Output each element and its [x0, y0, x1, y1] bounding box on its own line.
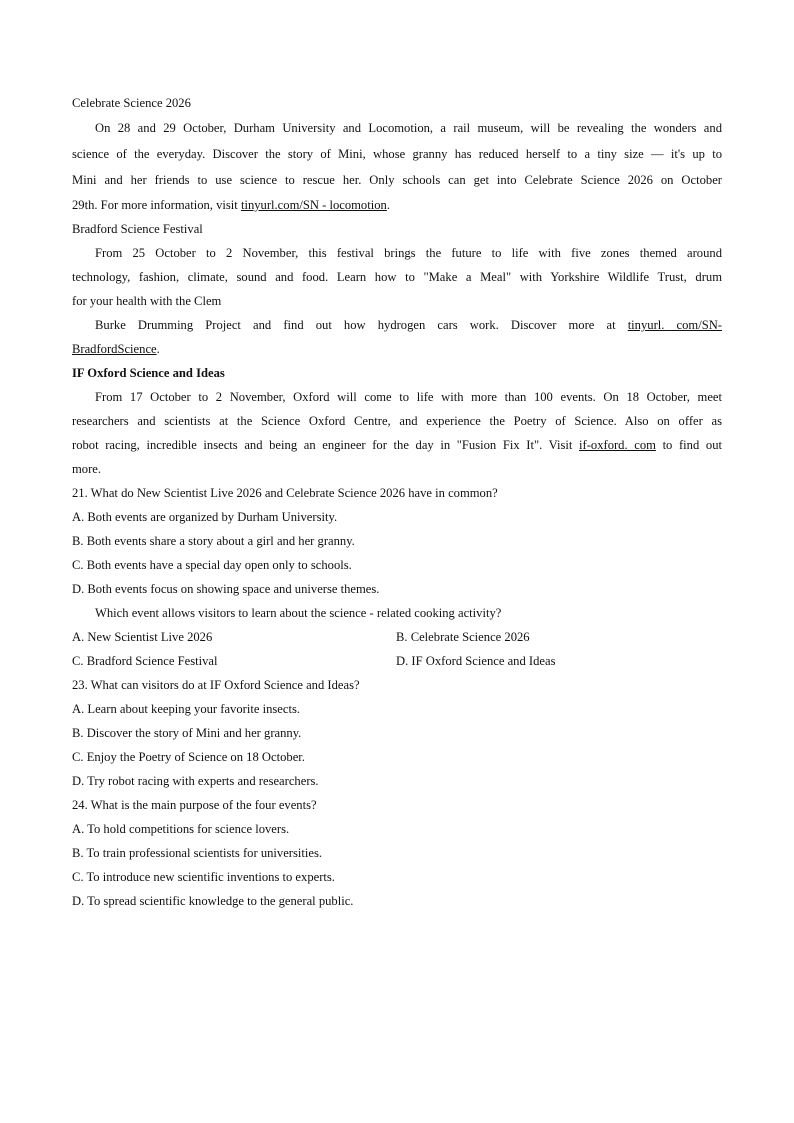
q23-option-d: D. Try robot racing with experts and researchers.: [72, 774, 319, 788]
bradford-heading: Bradford Science Festival: [72, 222, 203, 236]
bradford-line-5: [72, 337, 722, 361]
celebrate-line-1: On 28 and 29 October, Durham University and Locomotion, a rail museum, will be revealing the wonders and: [95, 121, 722, 135]
celebrate-line-2: science of the everyday. Discover the story of Mini, whose granny has reduced herself to a tiny size — it's up to: [72, 147, 722, 161]
q24-option-d: D. To spread scientific knowledge to the general public.: [72, 894, 354, 908]
q22-options-row-2: [72, 649, 722, 673]
q22-option-d: D. IF Oxford Science and Ideas: [396, 654, 556, 668]
q21-option-d: D. Both events focus on showing space and universe themes.: [72, 582, 380, 596]
celebrate-heading: Celebrate Science 2026: [72, 96, 191, 110]
oxford-line-3-end: to find out: [655, 438, 722, 452]
q24-option-a: A. To hold competitions for science lovers.: [72, 822, 290, 836]
bradford-link-part-1[interactable]: tinyurl. com/SN-: [627, 318, 722, 332]
bradford-line-4-text: Burke Drumming Project and find out how hydrogen cars work. Discover more at: [95, 318, 628, 332]
q23-option-c: C. Enjoy the Poetry of Science on 18 October.: [72, 750, 305, 764]
document-page: [72, 91, 722, 913]
q22-question: Which event allows visitors to learn about the science - related cooking activity?: [95, 606, 502, 620]
q23-option-b: B. Discover the story of Mini and her granny.: [72, 726, 302, 740]
oxford-line-2: researchers and scientists at the Science Oxford Centre, and experience the Poetry of Science. Also on offer as: [72, 414, 722, 428]
q24-option-c: C. To introduce new scientific inventions to experts.: [72, 870, 335, 884]
q21-option-b: B. Both events share a story about a girl and her granny.: [72, 534, 355, 548]
q24-option-b: B. To train professional scientists for universities.: [72, 846, 323, 860]
q21-option-c: C. Both events have a special day open only to schools.: [72, 558, 352, 572]
q22-option-c: C. Bradford Science Festival: [72, 654, 218, 668]
bradford-link-part-2[interactable]: BradfordScience: [72, 342, 157, 356]
bradford-line-5-end: .: [156, 342, 160, 356]
celebrate-line-4-end: .: [386, 198, 390, 212]
q22-options-row-1: [72, 625, 722, 649]
celebrate-link[interactable]: tinyurl.com/SN - locomotion: [240, 198, 387, 212]
celebrate-line-4: [72, 193, 722, 217]
oxford-line-3: [72, 433, 722, 457]
oxford-line-3-text: robot racing, incredible insects and being an engineer for the day in "Fusion Fix It". Visit: [72, 438, 580, 452]
q22-option-a: A. New Scientist Live 2026: [72, 630, 213, 644]
q21-question: 21. What do New Scientist Live 2026 and Celebrate Science 2026 have in common?: [72, 486, 498, 500]
bradford-line-2: technology, fashion, climate, sound and food. Learn how to "Make a Meal" with Yorkshire Wildlife Trust, drum: [72, 270, 722, 284]
q22-option-b: B. Celebrate Science 2026: [396, 630, 530, 644]
oxford-link[interactable]: if-oxford. com: [579, 438, 656, 452]
q21-option-a: A. Both events are organized by Durham University.: [72, 510, 338, 524]
bradford-line-1: From 25 October to 2 November, this festival brings the future to life with five zones themed around: [95, 246, 722, 260]
celebrate-line-3: Mini and her friends to use science to rescue her. Only schools can get into Celebrate Science 2026 on October: [72, 173, 722, 187]
q23-question: 23. What can visitors do at IF Oxford Science and Ideas?: [72, 678, 360, 692]
bradford-line-4: [72, 313, 722, 337]
oxford-heading: IF Oxford Science and Ideas: [72, 366, 225, 380]
celebrate-line-4-text: 29th. For more information, visit: [72, 198, 241, 212]
q24-question: 24. What is the main purpose of the four events?: [72, 798, 317, 812]
oxford-line-1: From 17 October to 2 November, Oxford will come to life with more than 100 events. On 18 October, meet: [95, 390, 722, 404]
bradford-line-3: for your health with the Clem: [72, 294, 222, 308]
oxford-line-4: more.: [72, 462, 102, 476]
q23-option-a: A. Learn about keeping your favorite insects.: [72, 702, 301, 716]
